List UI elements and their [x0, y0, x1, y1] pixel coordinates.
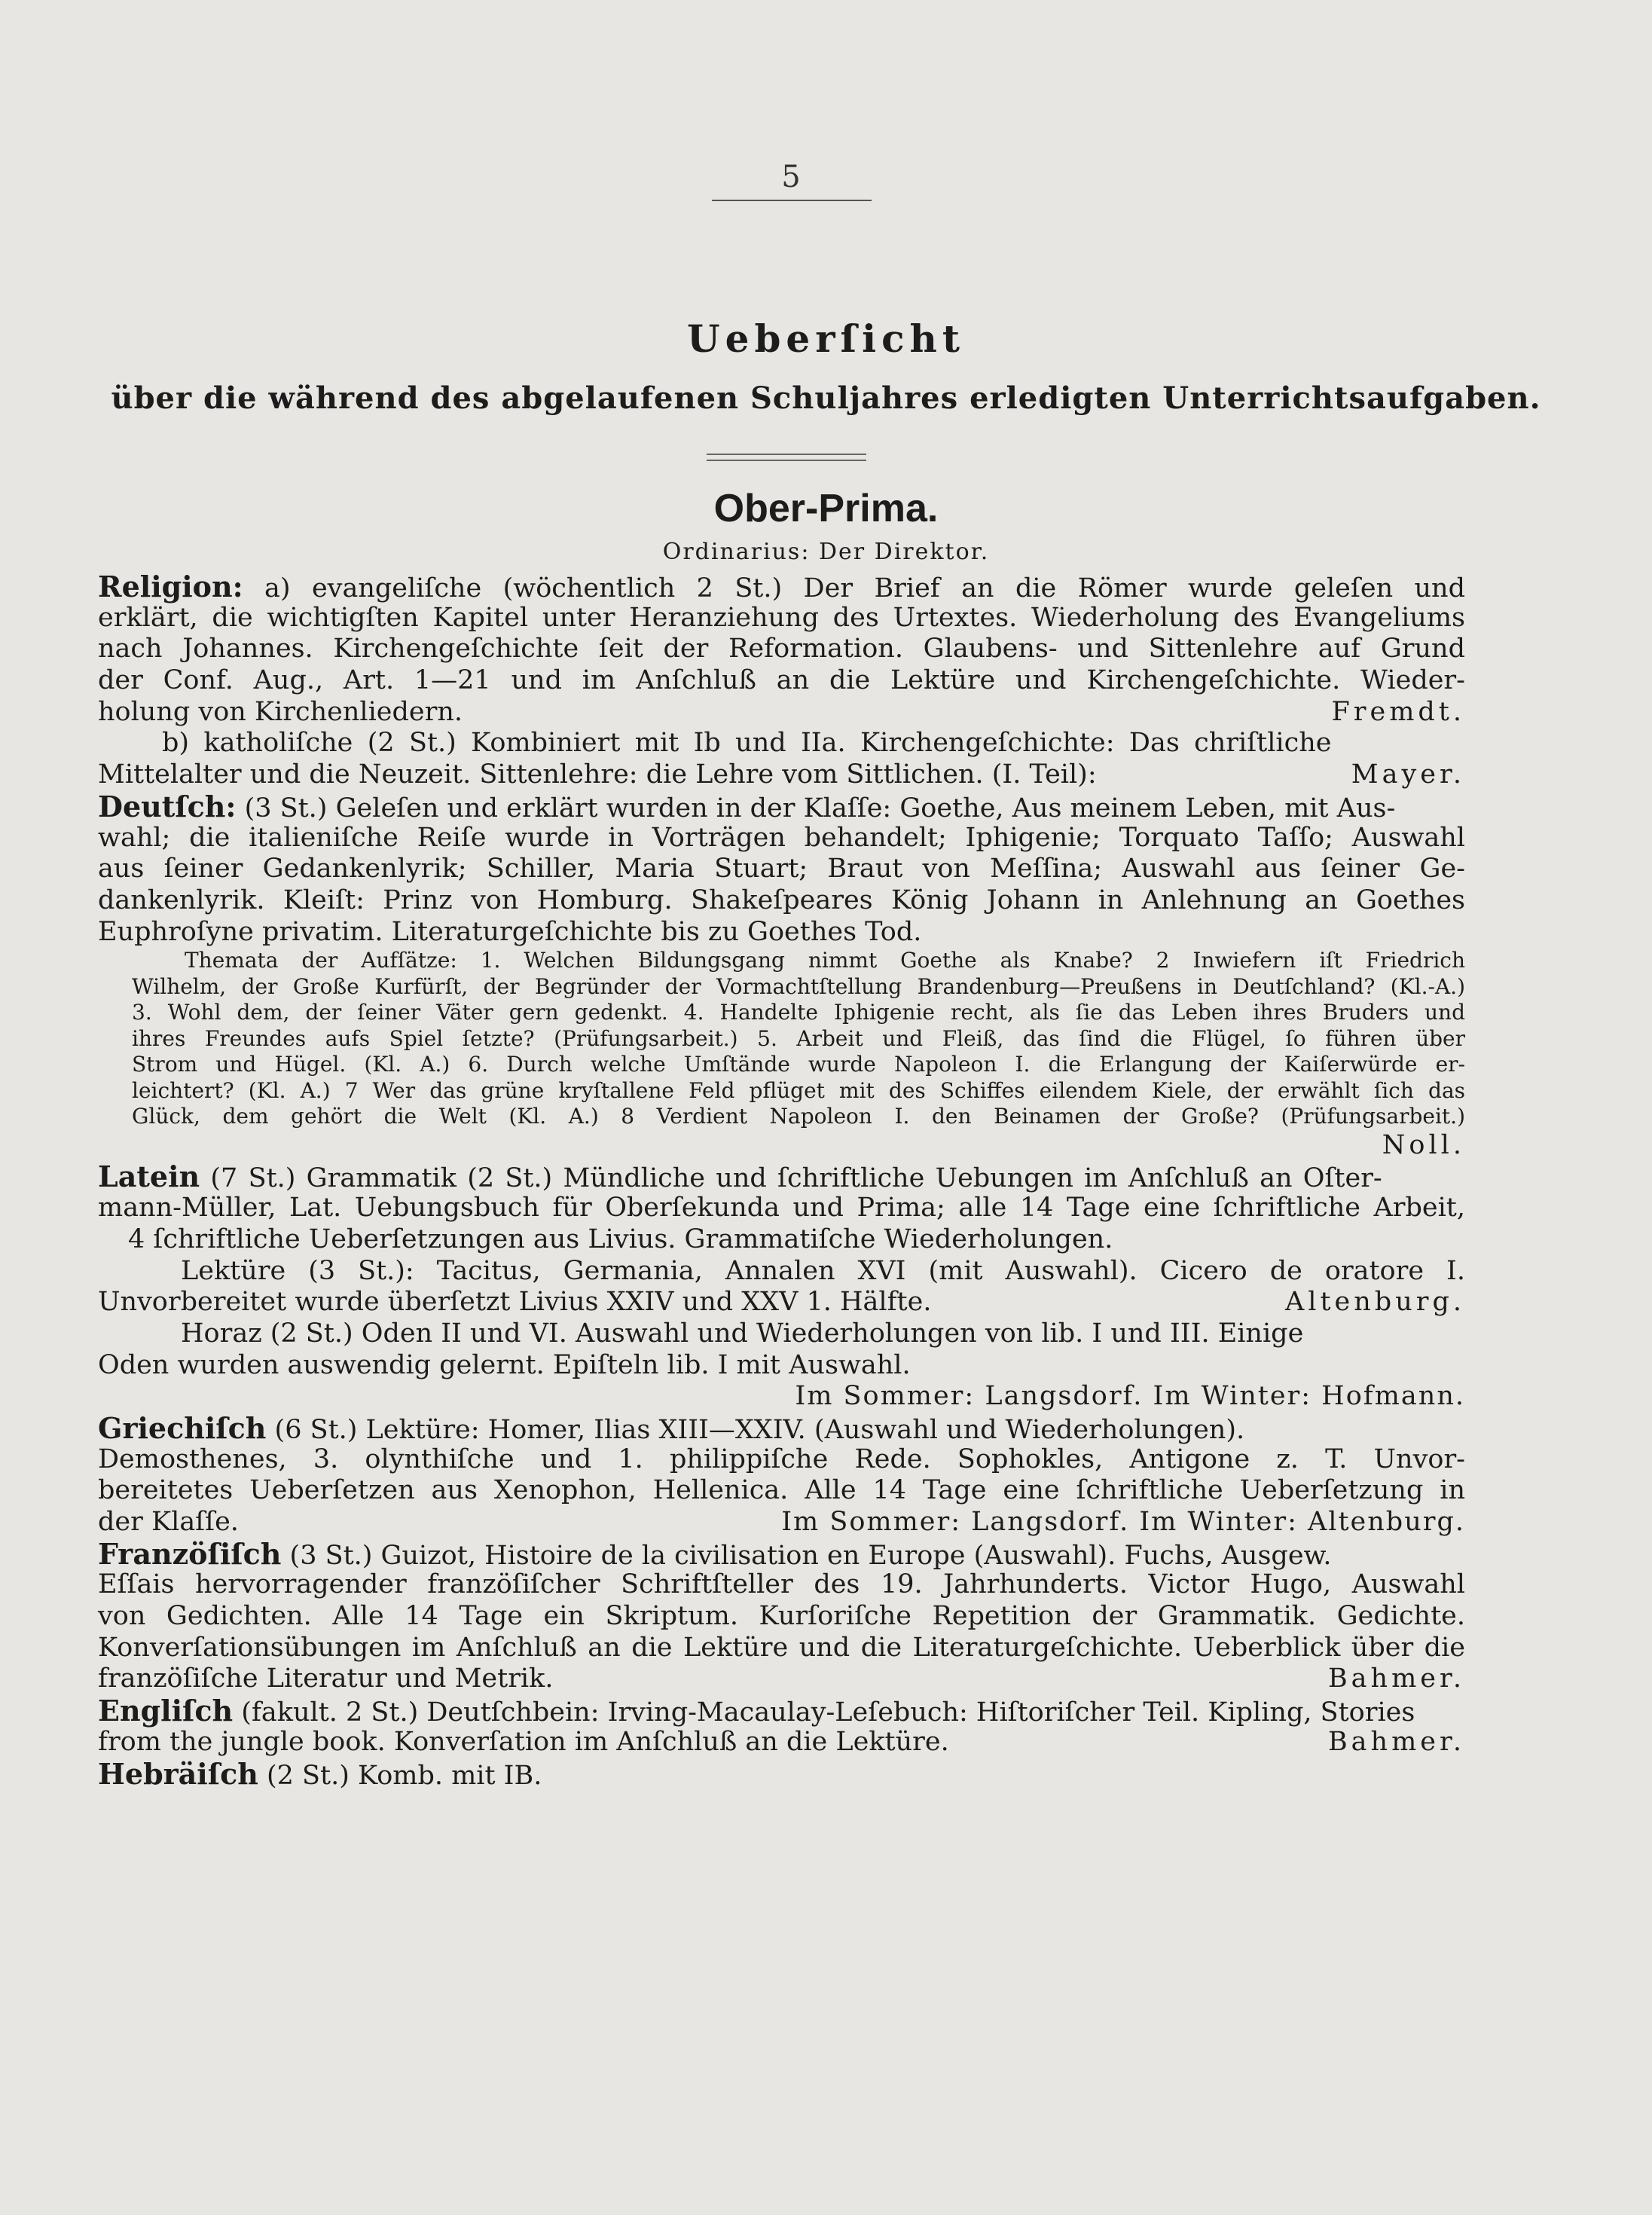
- text-line: von Gedichten. Alle 14 Tage ein Skriptum. Kurſoriſche Repetition der Grammatik. Gedichte.: [98, 1601, 1465, 1632]
- subject-label: Latein: [98, 1159, 200, 1194]
- text-line: bereitetes Ueberſetzen aus Xenophon, Hellenica. Alle 14 Tage eine ſchriftliche Ueberſetzung in: [98, 1475, 1465, 1506]
- subject-label: Deutſch:: [98, 789, 237, 823]
- teacher-name: Mayer.: [1351, 759, 1465, 790]
- page-number-rule: [712, 200, 872, 201]
- text-line: der Conf. Aug., Art. 1—21 und im Anſchluß an die Lektüre und Kirchengeſchichte. Wieder-: [98, 665, 1465, 696]
- section-hebraeisch: [98, 1758, 1465, 1790]
- text-line: Konverſationsübungen im Anſchluß an die Lektüre und die Literaturgeſchichte. Ueberblick über die: [98, 1632, 1465, 1663]
- text-line: dankenlyrik. Kleiſt: Prinz von Homburg. Shakeſpeares König Johann in Anlehnung an Goethes: [98, 884, 1465, 915]
- section-deutsch: [98, 791, 1465, 1162]
- subject-label: Religion:: [98, 570, 243, 603]
- section-griechisch: [98, 1410, 1465, 1538]
- text-line: Franzöſiſch (3 St.) Guizot, Histoire de la civilisation en Europe (Auswahl). Fuchs, Ausgew.: [98, 1536, 1332, 1571]
- text-line: franzöſiſche Literatur und Metrik. Bahmer.: [98, 1664, 1465, 1694]
- section-religion: [98, 571, 1465, 791]
- teacher-name: Fremdt.: [1331, 696, 1465, 727]
- teacher-name: Noll.: [1382, 1129, 1465, 1160]
- teacher-name: Im Sommer: Langsdorf. Im Winter: Altenburg.: [781, 1507, 1465, 1537]
- text-line: holung von Kirchenliedern. Fremdt.: [98, 696, 1465, 727]
- text-line: [98, 1130, 1465, 1162]
- section-franzoesisch: [98, 1538, 1465, 1695]
- text-line: aus ſeiner Gedankenlyrik; Schiller, Maria Stuart; Braut von Meſſina; Auswahl aus ſeiner Ge-: [98, 854, 1465, 884]
- theme-line: Strom und Hügel. (Kl. A.) 6. Durch welche Umſtände wurde Napoleon I. die Erlangung der Kaiſerwürde er-: [132, 1052, 1465, 1077]
- theme-line: Wilhelm, der Große Kurfürſt, der Begründer der Vormachtſtellung Brandenburg—Preußens in Deutſchland? (Kl.-A.): [132, 973, 1465, 999]
- teacher-name: Altenburg.: [1285, 1287, 1465, 1318]
- text-line: Unvorbereitet wurde überſetzt Livius XXIV und XXV 1. Hälfte. Altenburg.: [98, 1287, 1465, 1318]
- teacher-name: Bahmer.: [1327, 1664, 1465, 1694]
- text-line: der Klaſſe. Im Sommer: Langsdorf. Im Winter: Altenburg.: [98, 1507, 1465, 1537]
- class-title: Ober-Prima.: [713, 487, 939, 530]
- page-subtitle: über die während des abgelaufenen Schuljahres erledigten Unterrichtsaufgaben.: [111, 380, 1541, 416]
- text-line: Euphroſyne privatim. Literaturgeſchichte bis zu Goethes Tod.: [98, 916, 922, 947]
- text-line: 4 ſchriftliche Ueberſetzungen aus Livius. Grammatiſche Wiederholungen.: [128, 1224, 1113, 1254]
- theme-line: ihres Freundes aufs Spiel ſetzte? (Prüfungsarbeit.) 5. Arbeit und Fleiß, das ſind die Flügel, ſo führen über: [132, 1025, 1465, 1051]
- text-line: from the jungle book. Konverſation im Anſchluß an die Lektüre. Bahmer.: [98, 1726, 1465, 1757]
- theme-line: 3. Wohl dem, der ſeiner Väter gern gedenkt. 4. Handelte Iphigenie recht, als ſie das Leben ihres Bruders und: [132, 1000, 1465, 1025]
- teacher-name: Im Sommer: Langsdorf. Im Winter: Hofmann.: [795, 1381, 1465, 1412]
- text-line: Hebräiſch (2 St.) Komb. mit IB.: [98, 1756, 542, 1791]
- ordinarius-line: Ordinarius: Der Direktor.: [662, 539, 990, 565]
- text-line: Deutſch: (3 St.) Geleſen und erklärt wurden in der Klaſſe: Goethe, Aus meinem Leben, mit Aus-: [98, 789, 1396, 823]
- text-line: [98, 1381, 1465, 1413]
- text-line: Latein (7 St.) Grammatik (2 St.) Mündliche und ſchriftliche Uebungen im Anſchluß an Oſter-: [98, 1159, 1382, 1194]
- section-latein: [98, 1161, 1465, 1413]
- text-line: Religion: a) evangeliſche (wöchentlich 2 St.) Der Brief an die Römer wurde geleſen und: [98, 570, 1465, 603]
- subject-label: Griechiſch: [98, 1410, 267, 1445]
- divider-rule-top: [707, 454, 866, 455]
- subject-label: Franzöſiſch: [98, 1536, 282, 1571]
- text-line: Lektüre (3 St.): Tacitus, Germania, Annalen XVI (mit Auswahl). Cicero de oratore I.: [181, 1255, 1465, 1286]
- text-line: Griechiſch (6 St.) Lektüre: Homer, Ilias XIII—XXIV. (Auswahl und Wiederholungen).: [98, 1410, 1245, 1445]
- text-line: Engliſch (fakult. 2 St.) Deutſchbein: Irving-Macaulay-Leſebuch: Hiſtoriſcher Teil. Kipling, Stories: [98, 1694, 1415, 1728]
- text-line: b) katholiſche (2 St.) Kombiniert mit Ib und IIa. Kirchengeſchichte: Das chriſtliche: [162, 728, 1332, 759]
- text-line: Mittelalter und die Neuzeit. Sittenlehre: die Lehre vom Sittlichen. (I. Teil): Mayer.: [98, 759, 1465, 790]
- page-number: 5: [781, 160, 801, 194]
- text-line: Horaz (2 St.) Oden II und VI. Auswahl und Wiederholungen von lib. I und III. Einige: [181, 1318, 1304, 1349]
- text-line: mann-Müller, Lat. Uebungsbuch für Oberſekunda und Prima; alle 14 Tage eine ſchriftliche Arbeit,: [98, 1193, 1465, 1224]
- page-title: Ueberſicht: [687, 316, 965, 361]
- subject-label: Hebräiſch: [98, 1756, 258, 1791]
- theme-line: leichtert? (Kl. A.) 7 Wer das grüne kryſtallene Feld pflüget mit des Schiffes eilendem Kiele, der erwählt ſich das: [132, 1077, 1465, 1103]
- text-line: Eſſais hervorragender franzöſiſcher Schriftſteller des 19. Jahrhunderts. Victor Hugo, Auswahl: [98, 1569, 1465, 1600]
- theme-line: Themata der Aufſätze: 1. Welchen Bildungsgang nimmt Goethe als Knabe? 2 Inwiefern iſt Friedrich: [185, 948, 1465, 973]
- text-line: nach Johannes. Kirchengeſchichte ſeit der Reformation. Glaubens- und Sittenlehre auf Grund: [98, 634, 1465, 664]
- text-line: wahl; die italieniſche Reiſe wurde in Vorträgen behandelt; Iphigenie; Torquato Taſſo; Auswahl: [98, 822, 1465, 853]
- section-englisch: [98, 1695, 1465, 1758]
- essay-themes: [98, 948, 1465, 1130]
- subject-label: Engliſch: [98, 1694, 234, 1728]
- text-line: Demosthenes, 3. olynthiſche und 1. philippiſche Rede. Sophokles, Antigone z. T. Unvor-: [98, 1444, 1465, 1474]
- text-line: Oden wurden auswendig gelernt. Epiſteln lib. I mit Auswahl.: [98, 1349, 911, 1380]
- teacher-name: Bahmer.: [1327, 1726, 1465, 1757]
- subject-list: [98, 571, 1465, 1789]
- text-line: erklärt, die wichtigſten Kapitel unter Heranziehung des Urtextes. Wiederholung des Evangeliums: [98, 602, 1465, 633]
- theme-line: Glück, dem gehört die Welt (Kl. A.) 8 Verdient Napoleon I. den Beinamen der Große? (Prüfungsarbeit.): [132, 1104, 1465, 1129]
- divider-rule-bottom: [707, 460, 866, 461]
